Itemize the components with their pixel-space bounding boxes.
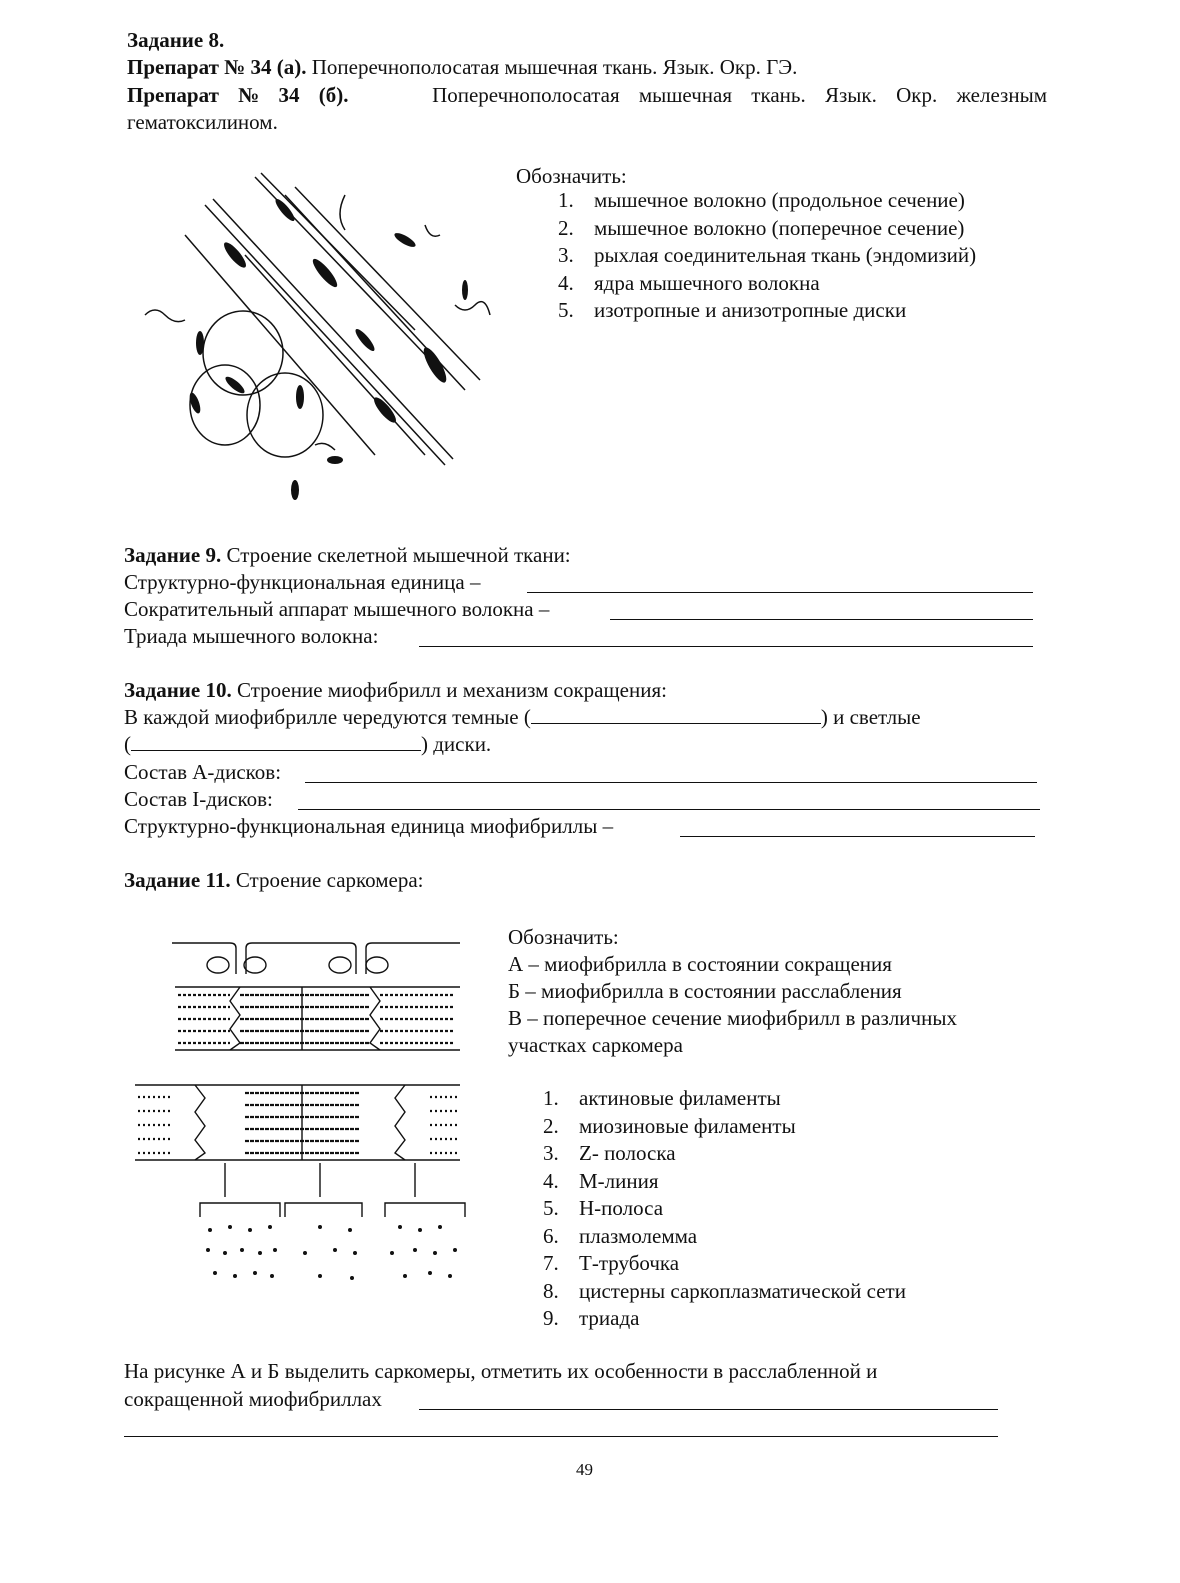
muscle-tissue-illustration <box>135 165 515 515</box>
task9-line3: Триада мышечного волокна: <box>124 624 379 648</box>
task8-prep-b-cont: гематоксилином. <box>127 110 278 134</box>
list-item: 6. плазмолемма <box>543 1223 698 1248</box>
task8-title: Задание 8. <box>127 28 225 52</box>
task8-legend-list <box>558 187 976 325</box>
task11-legend-v: В – поперечное сечение миофибрилл в различных <box>508 1006 957 1030</box>
answer-line[interactable] <box>680 816 1035 842</box>
task8-prep-b: Препарат № 34 (б). Поперечнополосатая мышечная ткань. Язык. Окр. железным <box>127 83 1047 107</box>
answer-line[interactable] <box>531 705 821 724</box>
task11-legend-b: Б – миофибрилла в состоянии расслабления <box>508 979 902 1003</box>
task11-title: Задание 11. Строение саркомера: <box>124 868 424 892</box>
answer-line[interactable] <box>124 1416 998 1442</box>
task11-legend-title: Обозначить: <box>508 925 619 949</box>
page-number: 49 <box>576 1460 593 1479</box>
task11-legend-a: А – миофибрилла в состоянии сокращения <box>508 952 892 976</box>
list-item: 2. миозиновые филаменты <box>543 1113 796 1138</box>
answer-line[interactable] <box>527 572 1033 598</box>
task10-line5: Структурно-функциональная единица миофибриллы – <box>124 814 614 838</box>
list-item: 5. Н-полоса <box>543 1196 664 1220</box>
answer-line[interactable] <box>419 626 1033 652</box>
list-item: 4. М-линия <box>543 1168 659 1193</box>
list-item: 4. ядра мышечного волокна <box>558 270 820 295</box>
task10-line1: В каждой миофибрилле чередуются темные ( ) и светлые <box>124 705 921 729</box>
answer-line[interactable] <box>419 1389 998 1415</box>
task10-line3: Состав А-дисков: <box>124 760 282 784</box>
task11-footer-line1: На рисунке А и Б выделить саркомеры, отметить их особенности в расслабленной и <box>124 1359 878 1383</box>
task11-footer-line2: сокращенной миофибриллах <box>124 1387 382 1411</box>
task10-line4: Состав I-дисков: <box>124 787 273 811</box>
answer-line[interactable] <box>131 732 421 751</box>
list-item: 3. рыхлая соединительная ткань (эндомизий) <box>558 243 977 267</box>
task10-line2: ( ) диски. <box>124 732 492 756</box>
list-item: 2. мышечное волокно (поперечное сечение) <box>558 215 965 240</box>
task8-prep-a: Препарат № 34 (а). Поперечнополосатая мышечная ткань. Язык. Окр. ГЭ. <box>127 55 798 79</box>
answer-line[interactable] <box>305 762 1037 788</box>
task11-legend-list <box>543 1085 906 1333</box>
task10-title: Задание 10. Строение миофибрилл и механизм сокращения: <box>124 678 667 702</box>
task11-legend-v-cont: участках саркомера <box>508 1033 683 1057</box>
answer-line[interactable] <box>610 599 1033 625</box>
answer-line[interactable] <box>298 789 1040 815</box>
list-item: 3. Z- полоска <box>543 1141 676 1165</box>
list-item: 5. изотропные и анизотропные диски <box>558 298 907 322</box>
list-item: 8. цистерны саркоплазматической сети <box>543 1278 906 1303</box>
list-item: 1. мышечное волокно (продольное сечение) <box>558 188 965 212</box>
list-item: 9. триада <box>543 1306 640 1330</box>
list-item: 7. Т-трубочка <box>543 1251 680 1275</box>
list-item: 1. актиновые филаменты <box>543 1086 781 1110</box>
task9-title: Задание 9. Строение скелетной мышечной ткани: <box>124 543 571 567</box>
sarcomere-illustration <box>130 935 470 1300</box>
task9-line1: Структурно-функциональная единица – <box>124 570 481 594</box>
task9-line2: Сократительный аппарат мышечного волокна – <box>124 597 550 621</box>
task8-legend-title: Обозначить: <box>516 164 627 188</box>
